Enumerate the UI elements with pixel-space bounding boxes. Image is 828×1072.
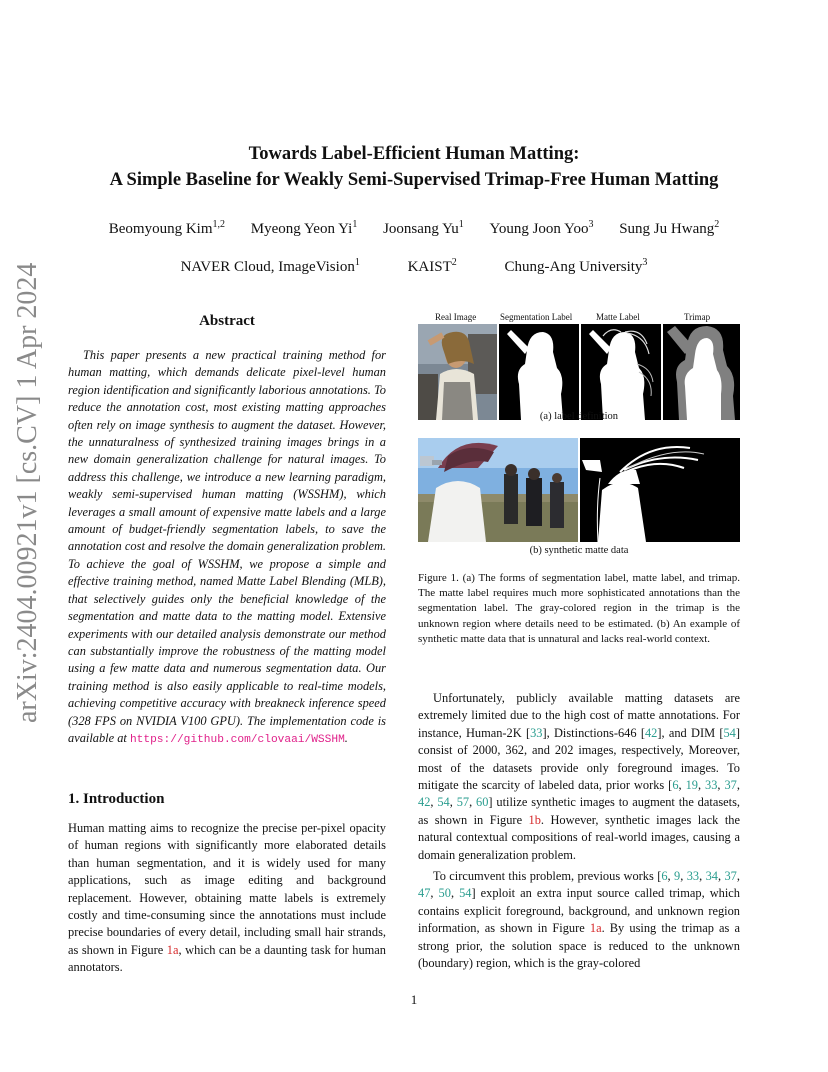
title-line-2: A Simple Baseline for Weakly Semi-Supervised Trimap-Free Human Matting [109,170,719,190]
citation[interactable]: 9 [674,869,681,883]
matte-label-mask [581,324,661,420]
col-label-segmentation: Segmentation Label [500,312,573,322]
citation[interactable]: 33 [705,778,718,793]
paragraph-datasets: Unfortunately, publicly available matting datasets are extremely limited due to the high cost of matte annotations. For instance, Human-2K [33], Distinctions-646 [42], and DIM [54] consist of 2000, 362, and 202 images, respectively, Moreover, most of the datasets provide only foreground images. To mitigate the scarcity of labeled data, prior works [6, 19, 33, 37, 42, 54, 57, 60] utilize synthetic images to augment the datasets, as shown in Figure 1b. However, synthetic images lack the natural contextual compositions of real-world images, causing a domain generalization problem. [418,691,741,862]
citation[interactable]: 47 [418,886,431,901]
real-image-photo [418,324,497,420]
citation[interactable]: 33 [686,869,700,883]
citation[interactable]: 57 [456,795,470,810]
citation[interactable]: 60 [476,795,489,810]
col-label-trimap: Trimap [684,312,711,322]
arxiv-identifier: arXiv:2404.00921v1 [cs.CV] 1 Apr 2024 [12,262,43,723]
citation[interactable]: 54 [437,795,450,810]
segmentation-label-mask [499,324,579,420]
affiliation: Chung-Ang University$^3$ [504,257,648,275]
citation[interactable]: 19 [685,778,698,793]
affiliation: KAIST$^2$ [407,257,457,275]
author: Young Joon Yoo$^3$ [489,219,594,237]
page-number: 1 [410,992,418,1007]
figure-1-caption: Figure 1. (a) The forms of segmentation label, matte label, and trimap. The matte label requires much more sophisticated annotations than the segmentation label. The gray-colored region in the trimap is the unknown region where details need to be estimated. (b) An example of synthetic matte data that is unnatural and lacks real-world context. [418,572,740,645]
author-list [0,219,828,238]
figure-ref[interactable]: 1a [166,942,179,957]
synthetic-composite-photo [418,438,578,542]
paragraph-trimap: To circumvent this problem, previous works [6, 9, 33, 34, 37, 47, 50, 54] exploit an extra input source called trimap, which contains explicit foreground, background, and unknown region information, as shown in Figure 1a. By using the trimap as a strong prior, the solution space is reduced to the unknown (boundary) region, which is the gray-colored [418,869,741,971]
citation[interactable]: 50 [438,886,451,901]
intro-text-end: , which can be a daunting task for human annotators. [68,942,386,975]
citation[interactable]: 34 [705,869,718,883]
subcaption-b: (b) synthetic matte data [529,545,629,556]
col-label-real-image: Real Image [435,312,477,322]
title-line-1: Towards Label-Efficient Human Matting: [248,144,580,164]
citation[interactable]: 42 [644,725,658,740]
intro-paragraph [68,820,386,977]
abstract-heading: Abstract [199,313,255,329]
code-link[interactable]: https://github.com/clovaai/WSSHM [129,733,345,746]
col-label-matte: Matte Label [596,312,640,322]
intro-text: Human matting aims to recognize the precise per-pixel opacity of human regions with significantly more elaborated details than human segmentation, and it is widely used for many applications, such as image editing and background replacement. However, obtaining matte labels is extremely costly and time-consuming since the annotations must include precise boundaries of every detail, including small hair strands, as shown in Figure [68,821,386,957]
citation[interactable]: 6 [661,869,668,883]
abstract-body: This paper presents a new practical training method for human matting, which demands delicate pixel-level human region identification and significantly laborious annotations. To reduce the annotation cost, most existing matting approaches often rely on image synthesis to augment the dataset. However, the unnaturalness of synthesized training images brings in a new domain generalization challenge for natural images. To address this challenge, we introduce a new learning paradigm, weakly semi-supervised human matting (WSSHM), which leverages a small amount of expensive matte labels and a large amount of budget-friendly segmentation labels, to save the annotation cost and resolve the domain generalization problem. To achieve the goal of WSSHM, we propose a simple and effective training method, named Matte Label Blending (MLB), that selectively guides only the beneficial knowledge of the segmentation and matte data to the matting model. Extensive experiments with our detailed analysis demonstrate our method can substantially improve the robustness of the matting model using a few matte data and numerous segmentation data. Our training method is also easily applicable to real-time models, achieving competitive accuracy with breakneck inference speed (328 FPS on NVIDIA V100 GPU). The implementation code is available at https://github.com/clovaai/WSSHM. [68,348,386,746]
citation[interactable]: 42 [418,795,431,810]
affiliation: NAVER Cloud, ImageVision$^1$ [180,257,360,275]
citation[interactable]: 37 [724,778,737,793]
affiliation-list [0,257,828,276]
paper-title [0,141,828,193]
citation[interactable]: 6 [672,778,679,793]
author: Beomyoung Kim$^{1,2}$ [108,219,226,237]
section-heading-introduction: 1. Introduction [68,791,165,807]
citation[interactable]: 54 [723,725,736,740]
citation[interactable]: 37 [724,869,737,883]
author: Sung Ju Hwang$^2$ [619,219,720,237]
figure-ref[interactable]: 1a [589,921,602,936]
author: Joonsang Yu$^1$ [383,219,464,237]
trimap-mask [663,324,740,420]
citation[interactable]: 54 [459,886,472,901]
figure-1 [418,312,740,562]
subcaption-a: (a) label definition [539,411,619,422]
figure-ref[interactable]: 1b [528,812,541,827]
synthetic-matte-mask [580,438,740,542]
abstract-text: This paper presents a new practical training method for human matting, which demands delicate pixel-level human region identification and significantly laborious annotations. To reduce the annotation cost, most existing matting approaches often rely on image synthesis to augment the dataset. However, the unnaturalness of synthesized training images brings in a new domain generalization challenge for natural images. To address this challenge, we introduce a new learning paradigm, weakly semi-supervised human matting (WSSHM), which leverages a small amount of expensive matte labels and a large amount of budget-friendly segmentation labels, to save the annotation cost and resolve the domain generalization problem. To achieve the goal of WSSHM, we propose a simple and effective training method, named Matte Label Blending (MLB), that selectively guides only the beneficial knowledge of the segmentation and matte data to the matting model. Extensive experiments with our detailed analysis demonstrate our method can substantially improve the robustness of the matting model using a few matte data and numerous segmentation data. Our training method is also easily applicable to real-time models, achieving competitive accuracy with breakneck inference speed (328 FPS on NVIDIA V100 GPU). The implementation code is available at [68,348,386,745]
citation[interactable]: 33 [530,725,543,740]
author: Myeong Yeon Yi$^1$ [250,219,358,237]
